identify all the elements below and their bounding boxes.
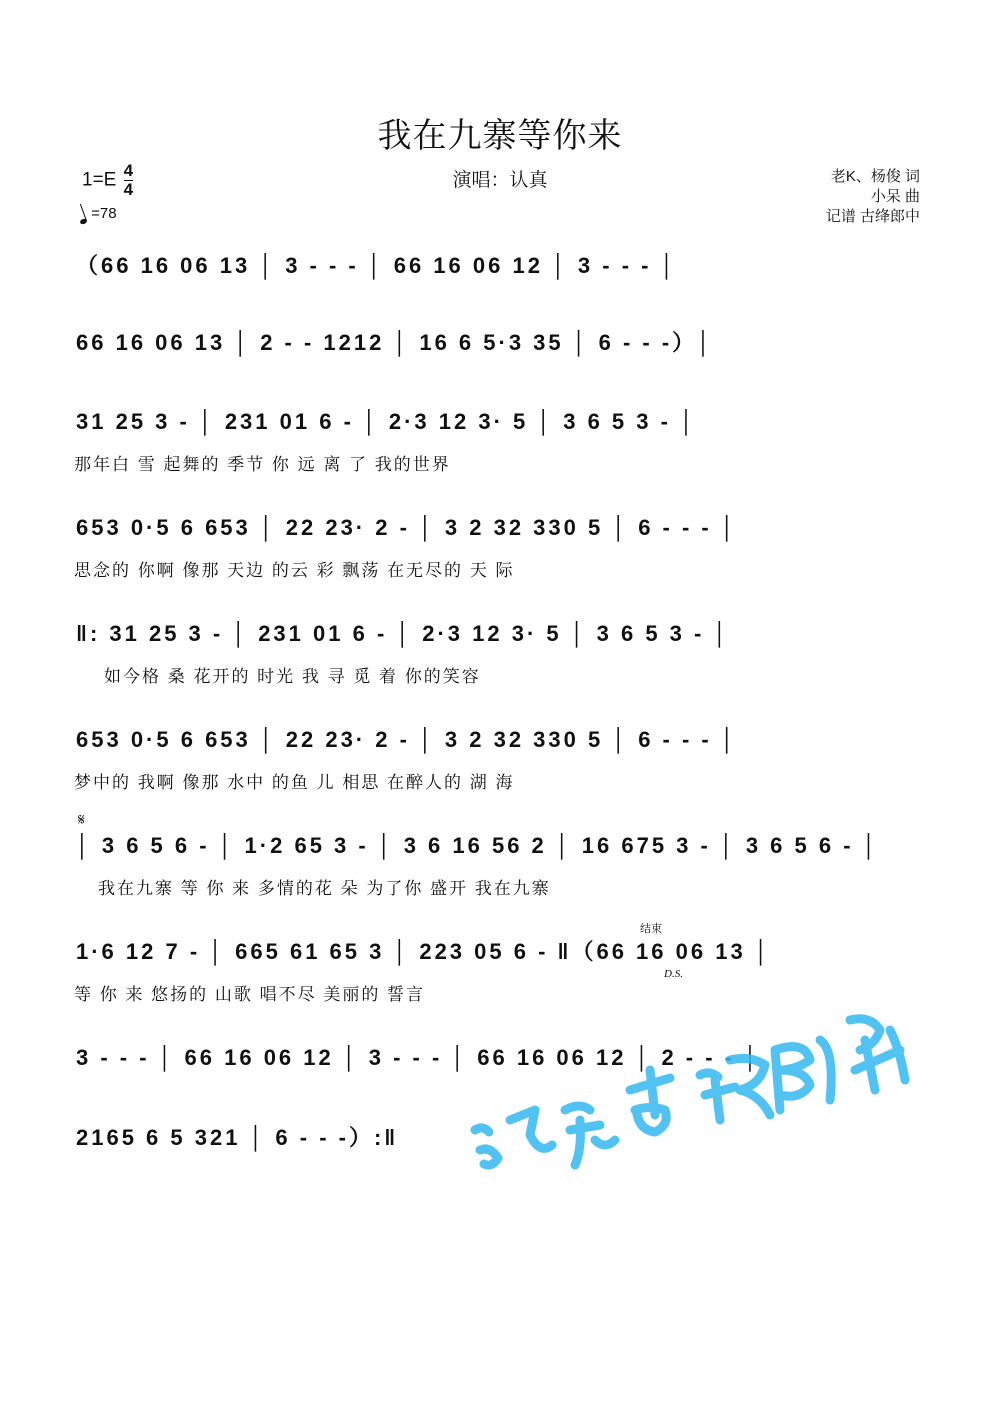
composer: 小呆 曲 [870, 188, 920, 205]
lyricist: 老K、杨俊 词 [830, 168, 920, 185]
segno-icon: 𝄋 [78, 812, 85, 829]
lyric-row-1: 那年白 雪 起舞的 季节 你 远 离 了 我的世界 [74, 455, 451, 474]
song-title: 我在九寨等你来 [377, 117, 623, 155]
credits [826, 167, 920, 227]
score-row-6: 653 0·5 6 653 │ 22 23· 2 - │ 3 2 32 330 5 │ 6 - - - │ [76, 727, 738, 752]
lyric-row-3: 如今格 桑 花开的 时光 我 寻 觅 着 你的笑容 [104, 667, 481, 686]
singer: 演唱：认真 [452, 170, 548, 191]
ds-label: D.S. [664, 968, 683, 980]
key-prefix: 1=E [82, 169, 117, 191]
score-row-8: 1·6 12 7 - │ 665 61 65 3 │ 223 05 6 - ‖（66 16 06 13 │ [76, 939, 772, 964]
lyric-row-2: 思念的 你啊 像那 天边 的云 彩 飘荡 在无尽的 天 际 [74, 561, 515, 580]
score-row-1: （66 16 06 13 │ 3 - - - │ 66 16 06 12 │ 3 - - - │ [76, 253, 678, 278]
score-row-4: 653 0·5 6 653 │ 22 23· 2 - │ 3 2 32 330 5 │ 6 - - - │ [76, 515, 738, 540]
tempo-marking [80, 205, 117, 222]
score-row-10: 2165 6 5 321 │ 6 - - -）:‖ [76, 1125, 399, 1150]
lyric-row-4: 梦中的 我啊 像那 水中 的鱼 儿 相思 在醉人的 湖 海 [74, 773, 515, 792]
score-row-5: ‖: 31 25 3 - │ 231 01 6 - │ 2·3 12 3· 5 │ 3 6 5 3 - │ [76, 621, 731, 646]
quarter-note-icon [79, 218, 87, 225]
transcriber: 记谱 古绛郎中 [825, 208, 920, 225]
score-row-7: │ 3 6 5 6 - │ 1·2 65 3 - │ 3 6 16 56 2 │ 16 675 3 - │ 3 6 5 6 - │ [76, 833, 880, 858]
time-numerator: 4 [123, 161, 134, 180]
lyric-row-6: 等 你 来 悠扬的 山歌 唱不尽 美丽的 誓言 [74, 985, 426, 1004]
score-row-9: 3 - - - │ 66 16 06 12 │ 3 - - - │ 66 16 06 12 │ 2 - - - │ [76, 1045, 761, 1070]
time-denominator: 4 [123, 180, 134, 199]
lyric-row-5: 我在九寨 等 你 来 多情的花 朵 为了你 盛开 我在九寨 [98, 879, 551, 898]
score-row-3: 31 25 3 - │ 231 01 6 - │ 2·3 12 3· 5 │ 3 6 5 3 - │ [76, 409, 697, 434]
tempo-value: =78 [91, 205, 117, 222]
end-label: 结束 [640, 923, 662, 935]
watermark-signature [470, 1000, 920, 1180]
score-row-2: 66 16 06 13 │ 2 - - 1212 │ 16 6 5·3 35 │ 6 - - -）│ [76, 330, 714, 355]
